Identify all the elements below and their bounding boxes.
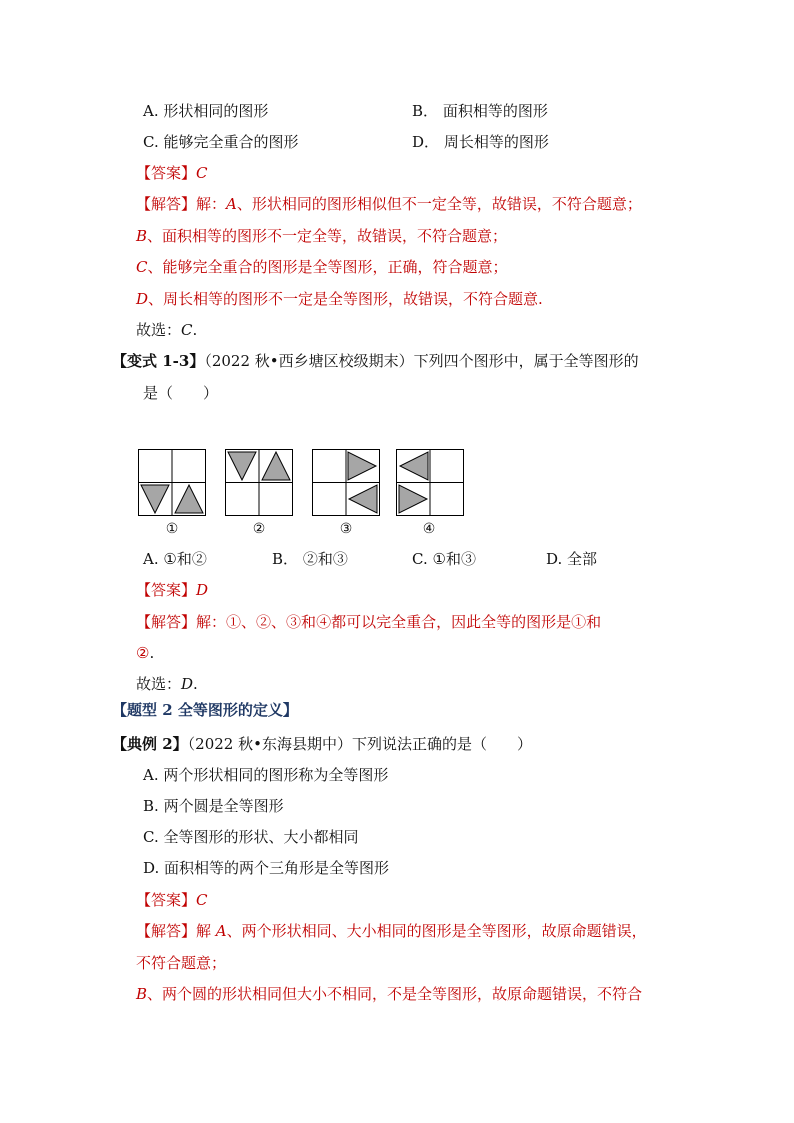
question-source: （2022 秋•东海县期中） xyxy=(187,735,352,753)
option-a xyxy=(143,765,388,785)
figure-label: ② xyxy=(252,521,266,537)
answer-value: C xyxy=(196,891,208,909)
option-text: 面积相等的两个三角形是全等图形 xyxy=(164,859,390,877)
option-text: 全部 xyxy=(567,550,598,568)
option-text: 两个圆是全等图形 xyxy=(163,797,284,815)
option-d xyxy=(412,132,549,152)
answer-line xyxy=(136,163,208,183)
solution-intro: 解 xyxy=(196,922,216,940)
answer-tag: 【答案】 xyxy=(136,581,197,599)
solution-tag: 【解答】 xyxy=(136,922,197,940)
conclusion-answer: C xyxy=(181,321,193,339)
option-letter: A. xyxy=(143,766,159,784)
solution-text: 都可以完全重合，因此全等的图形是 xyxy=(331,613,572,631)
figure-label: ① xyxy=(165,521,179,537)
answer-line xyxy=(136,580,208,600)
solution-text: 、能够完全重合的图形是全等图形，正确，符合题意； xyxy=(147,258,508,276)
option-d xyxy=(546,549,597,569)
option-letter: D. xyxy=(546,550,563,568)
option-text: 面积相等的图形 xyxy=(442,102,548,120)
option-letter: B. xyxy=(143,797,159,815)
solution-line xyxy=(136,612,601,632)
answer-value: C xyxy=(196,164,208,182)
option-letter: A. xyxy=(143,102,159,120)
conclusion-prefix: 故选： xyxy=(136,675,182,693)
conclusion-prefix: 故选： xyxy=(136,321,182,339)
option-text: 能够完全重合的图形 xyxy=(163,133,299,151)
solution-letter: A xyxy=(226,195,237,213)
solution-tag: 【解答】 xyxy=(136,613,197,631)
solution-letter: B xyxy=(136,985,148,1003)
conclusion-line xyxy=(136,674,198,694)
solution-text: ①、②、③ xyxy=(226,613,302,631)
solution-line xyxy=(136,953,226,973)
option-text: 周长相等的图形 xyxy=(443,133,549,151)
solution-text: ① xyxy=(571,613,587,631)
question-stem xyxy=(112,351,639,371)
figure-1 xyxy=(138,449,206,516)
solution-line xyxy=(136,257,508,277)
solution-text: 解： xyxy=(196,613,227,631)
option-a xyxy=(143,549,207,569)
solution-text: . xyxy=(149,644,155,662)
question-tag: 【典例 2】 xyxy=(112,735,188,753)
solution-text: 、两个形状相同、大小相同的图形是全等图形，故原命题错误， xyxy=(226,922,647,940)
option-d xyxy=(143,858,389,878)
option-c xyxy=(412,549,476,569)
answer-value: D xyxy=(196,581,209,599)
solution-text: 和 xyxy=(586,613,602,631)
solution-line xyxy=(136,226,507,246)
solution-line xyxy=(136,984,642,1004)
option-a xyxy=(143,101,268,121)
figure-label: ④ xyxy=(422,521,436,537)
solution-line xyxy=(136,194,642,214)
option-letter: D. xyxy=(143,859,160,877)
solution-intro: 解： xyxy=(196,195,227,213)
solution-line xyxy=(136,643,154,663)
option-b xyxy=(272,549,348,569)
option-text: 形状相同的图形 xyxy=(163,102,269,120)
solution-text: 、形状相同的图形相似但不一定全等，故错误，不符合题意； xyxy=(236,195,642,213)
option-c xyxy=(143,132,299,152)
solution-line xyxy=(136,289,543,309)
option-letter: C. xyxy=(143,828,159,846)
solution-text: ② xyxy=(136,644,150,662)
option-b xyxy=(143,796,284,816)
figure-label: ③ xyxy=(339,521,353,537)
option-text: 两个形状相同的图形称为全等图形 xyxy=(163,766,389,784)
solution-text: 、面积相等的图形不一定全等，故错误，不符合题意； xyxy=(147,227,508,245)
question-source: （2022 秋•西乡塘区校级期末） xyxy=(204,352,414,370)
option-text: ②和③ xyxy=(302,550,348,568)
conclusion-line xyxy=(136,320,197,340)
option-text: ①和② xyxy=(163,550,207,568)
conclusion-suffix: . xyxy=(193,675,198,693)
question-tag: 【变式 1-3】 xyxy=(112,352,205,370)
option-letter: A. xyxy=(143,550,159,568)
question-stem-text: 下列四个图形中，属于全等图形的 xyxy=(413,352,639,370)
solution-text: 、周长相等的图形不一定是全等图形，故错误，不符合题意. xyxy=(148,290,543,308)
question-stem xyxy=(112,734,532,754)
figure-2 xyxy=(225,449,293,516)
solution-text: 、两个圆的形状相同但大小不相同，不是全等图形，故原命题错误，不符合 xyxy=(147,985,643,1003)
answer-tag: 【答案】 xyxy=(136,164,197,182)
option-letter: B． xyxy=(412,102,439,120)
answer-line xyxy=(136,890,208,910)
option-letter: C. xyxy=(143,133,159,151)
option-text: 全等图形的形状、大小都相同 xyxy=(163,828,359,846)
solution-text: 和 xyxy=(301,613,317,631)
solution-letter: D xyxy=(136,290,149,308)
figure-3 xyxy=(312,449,380,516)
option-letter: D． xyxy=(412,133,440,151)
answer-tag: 【答案】 xyxy=(136,891,197,909)
solution-line xyxy=(136,921,647,941)
question-stem-text: 下列说法正确的是（ ） xyxy=(351,735,532,753)
solution-text: 不符合题意； xyxy=(136,954,227,972)
option-letter: B． xyxy=(272,550,299,568)
question-stem-cont: 是（ ） xyxy=(143,384,219,402)
solution-tag: 【解答】 xyxy=(136,195,197,213)
option-letter: C. xyxy=(412,550,428,568)
solution-text: ④ xyxy=(316,613,332,631)
option-text: ①和③ xyxy=(432,550,476,568)
solution-letter: A xyxy=(215,922,227,940)
option-c xyxy=(143,827,359,847)
conclusion-suffix: . xyxy=(192,321,198,339)
section-heading: 【题型 2 全等图形的定义】 xyxy=(112,701,298,719)
option-b xyxy=(412,101,548,121)
solution-letter: C xyxy=(136,258,148,276)
solution-letter: B xyxy=(136,227,148,245)
conclusion-answer: D xyxy=(181,675,194,693)
figure-4 xyxy=(396,449,464,516)
